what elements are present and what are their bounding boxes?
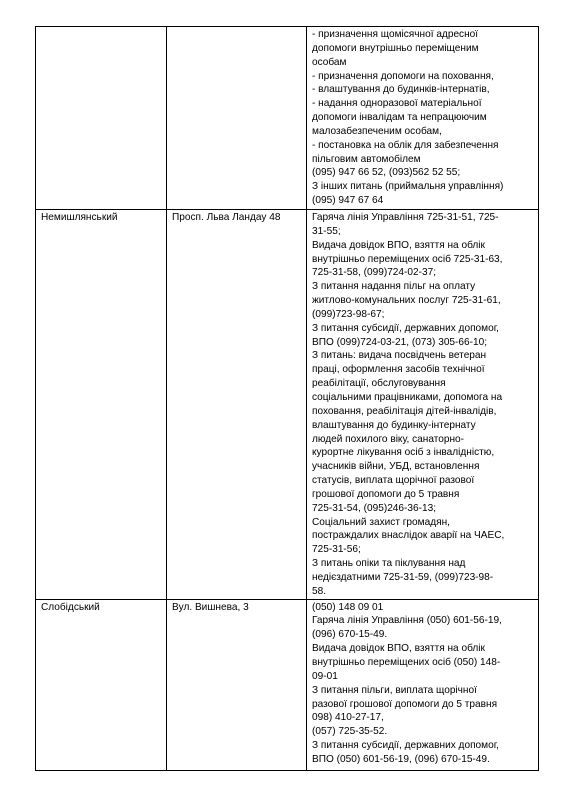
contact-line: З питання надання пільг на оплату: [312, 281, 476, 293]
contact-line: Гаряча лінія Управління (050) 601-56-19,: [312, 615, 502, 627]
contact-line: - постановка на облік для забезпечення: [312, 139, 499, 151]
contact-line: статусів, виплата щорічної разової: [312, 475, 475, 487]
contact-line: З питання пільги, виплата щорічної: [312, 684, 477, 696]
contact-line: - влаштування до будинків-інтернатів,: [312, 84, 490, 96]
contact-line: 725-31-54, (095)246-36-13;: [312, 502, 437, 514]
contacts-cell: [307, 27, 539, 210]
contact-line: (095) 947 66 52, (093)562 52 55;: [312, 167, 461, 179]
contact-line: З інших питань (приймальня управління): [312, 181, 504, 193]
district-cell: Немишлянський: [36, 210, 167, 600]
contact-line: (096) 670-15-49.: [312, 629, 388, 641]
contact-line: З питань опіки та піклування над: [312, 558, 466, 570]
district-cell: Слобідський: [36, 599, 167, 770]
contact-line: (095) 947 67 64: [312, 195, 384, 207]
address-cell: Просп. Льва Ландау 48: [167, 210, 307, 600]
contact-line: курортне лікування осіб з інвалідністю,: [312, 447, 495, 459]
contact-line: - надання одноразової матеріальної: [312, 98, 482, 110]
contact-line: Видача довідок ВПО, взяття на облік: [312, 643, 485, 655]
contact-line: 725-31-58, (099)724-02-37;: [312, 267, 437, 279]
contact-line: 725-31-56;: [312, 544, 361, 556]
contact-line: Соціальний захист громадян,: [312, 516, 450, 528]
contact-line: поховання, реабілітація дітей-інвалідів,: [312, 405, 497, 417]
contact-line: (099)723-98-67;: [312, 308, 385, 320]
contact-line: 09-01: [312, 670, 338, 682]
contact-line: внутрішньо переміщених осіб (050) 148-: [312, 657, 501, 668]
table-row: [36, 210, 539, 600]
contact-line: соціальними працівниками, допомога на: [312, 391, 503, 403]
contact-line: влаштування до будинку-інтернату: [312, 419, 476, 431]
contact-line: людей похилого віку, санаторно-: [312, 433, 465, 445]
contact-line: ВПО (099)724-03-21, (073) 305-66-10;: [312, 336, 488, 348]
contact-line: 098) 410-27-17,: [312, 712, 384, 724]
contact-line: (057) 725-35-52.: [312, 726, 388, 738]
contact-line: допомоги внутрішньо переміщеним: [312, 42, 479, 54]
contacts-cell: [307, 210, 539, 600]
contact-line: ВПО (050) 601-56-19, (096) 670-15-49.: [312, 753, 490, 765]
contact-line: - призначення щомісячної адресної: [312, 29, 479, 40]
contact-line: допомоги інвалідам та непрацюючим: [312, 112, 487, 124]
contacts-table: [35, 26, 539, 771]
contact-line: (050) 148 09 01: [312, 601, 384, 613]
contact-line: 31-55;: [312, 225, 341, 237]
contact-line: особам: [312, 56, 347, 68]
table-row: [36, 599, 539, 770]
contact-line: 58.: [312, 585, 327, 597]
contact-line: Видача довідок ВПО, взяття на облік: [312, 239, 485, 251]
contact-line: Гаряча лінія Управління 725-31-51, 725-: [312, 212, 499, 223]
contact-line: З питання субсидії, державних допомог,: [312, 322, 499, 334]
contact-line: З питання субсидії, державних допомог,: [312, 740, 499, 752]
contact-line: учасників війни, УБД, встановлення: [312, 461, 480, 473]
contacts-cell: [307, 599, 539, 770]
contact-line: житлово-комунальних послуг 725-31-61,: [312, 295, 501, 307]
address-cell: [167, 27, 307, 210]
contact-line: малозабезпеченим особам,: [312, 125, 442, 137]
contact-line: грошової допомоги до 5 травня: [312, 488, 460, 500]
contact-line: недієздатними 725-31-59, (099)723-98-: [312, 571, 494, 583]
contact-line: постраждалих внаслідок аварії на ЧАЕС,: [312, 530, 505, 542]
district-cell: [36, 27, 167, 210]
contact-line: праці, оформлення засобів технічної: [312, 364, 485, 376]
contact-line: З питань: видача посвідчень ветеран: [312, 350, 487, 362]
contact-line: реабілітації, обслуговування: [312, 378, 446, 390]
contact-line: пільговим автомобілем: [312, 153, 421, 165]
contact-line: разової грошової допомоги до 5 травня: [312, 698, 498, 710]
address-cell: Вул. Вишнева, 3: [167, 599, 307, 770]
contact-line: - призначення допомоги на поховання,: [312, 70, 494, 82]
table-row: [36, 27, 539, 210]
contact-line: внутрішньо переміщених осіб 725-31-63,: [312, 253, 503, 265]
